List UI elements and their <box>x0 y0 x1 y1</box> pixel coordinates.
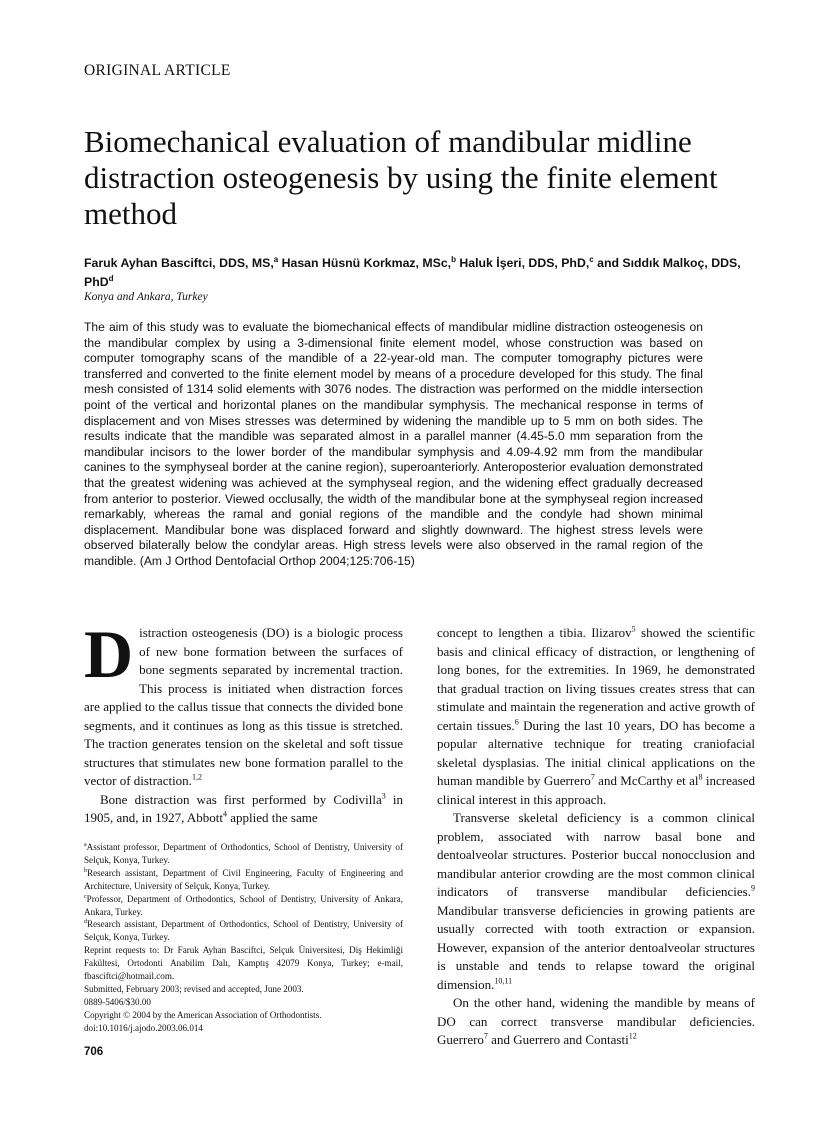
footnote <box>84 1009 403 1022</box>
citation-superscript: 5 <box>631 624 636 634</box>
section-label: ORIGINAL ARTICLE <box>84 62 231 79</box>
author-name: Faruk Ayhan Basciftci, DDS, MS, <box>84 256 274 270</box>
intro-paragraph-2 <box>84 791 403 828</box>
affiliation-marker: a <box>273 254 279 264</box>
footnote-marker: b <box>84 867 87 874</box>
body-column-left <box>84 616 403 828</box>
text-run: and McCarthy et al <box>594 773 699 788</box>
citation-superscript: 7 <box>590 772 595 782</box>
body-paragraph-1 <box>437 624 755 809</box>
citation-superscript: 12 <box>628 1031 637 1041</box>
affiliation-marker: b <box>451 254 456 264</box>
footnote-text: Research assistant, Department of Civil Engineering, Faculty of Engineering and Architecture, University of Selçuk, Konya, Turkey. <box>84 867 403 891</box>
footnote-marker: d <box>84 919 87 926</box>
footnote-text: Reprint requests to: Dr Faruk Ayhan Basciftci, Selçuk Üniversitesi, Diş Hekimliği Fakültesi, Ortodonti Anabilim Dalı, Kamptış 42079 Konya, Turkey; e-mail, fbasciftci@hotmail.com. <box>84 945 403 982</box>
footnote-text: Assistant professor, Department of Orthodontics, School of Dentistry, University of Selçuk, Konya, Turkey. <box>84 842 403 865</box>
drop-cap: D <box>84 616 134 692</box>
text-run: concept to lengthen a tibia. Ilizarov <box>437 625 632 640</box>
text-run: istraction osteogenesis (DO) is a biologic process of new bone formation between the surfaces of bone segments separated by incremental traction. This process is initiated when distraction forces are applied to the callus tissue that connects the divided bone segments, and it continues as long as this tissue is stretched. The traction generates tension on the skeletal and soft tissue structures that stimulates new bone formation parallel to the vector of distraction. <box>84 625 403 788</box>
footnote <box>84 944 403 983</box>
author-list <box>84 254 764 292</box>
citation-superscript: 9 <box>751 883 755 893</box>
text-run: increased clinical interest in this approach. <box>437 773 755 807</box>
citation-superscript: 3 <box>381 791 386 801</box>
author-name: and Sıddık Malkoç, DDS, PhD <box>84 256 741 289</box>
citation-superscript: 6 <box>514 717 519 727</box>
body-paragraph-3 <box>437 994 755 1050</box>
footnote-text: Submitted, February 2003; revised and accepted, June 2003. <box>84 983 304 994</box>
text-run: Bone distraction was first performed by Codivilla <box>100 791 382 807</box>
intro-paragraph-1 <box>84 616 403 791</box>
footnote <box>84 918 403 944</box>
page-number: 706 <box>84 1046 104 1058</box>
footnote <box>84 996 403 1009</box>
text-run: applied the same <box>227 810 318 825</box>
citation-superscript: 1,2 <box>191 772 202 782</box>
footnote <box>84 867 403 893</box>
text-run: During the last 10 years, DO has become a popular alternative technique for treating craniofacial skeletal dysplasias. The initial clinical applications on the human mandible by Guerrero <box>437 717 755 788</box>
citation-superscript: 7 <box>483 1031 488 1041</box>
text-run: in 1905, and, in 1927, Abbott <box>84 791 403 825</box>
text-run: Mandibular transverse deficiencies in growing patients are usually corrected with tooth extraction or expansion. However, expansion of the anterior dentoalveolar structures is unstable and tends to relapse toward the original dimension. <box>437 902 755 992</box>
citation-superscript: 10,11 <box>494 976 513 986</box>
text-run: Transverse skeletal deficiency is a common clinical problem, associated with narrow basal bone and dentoalveolar structures. Posterior buccal nonocclusion and mandibular anterior crowding are the most common clinical indicators of transverse mandibular deficiencies. <box>437 810 755 899</box>
footnote-text: Professor, Department of Orthodontics, School of Dentistry, University of Ankara, Ankara, Turkey. <box>84 893 403 917</box>
footnote <box>84 893 403 919</box>
footnote <box>84 1022 403 1035</box>
footnote-marker: a <box>84 841 87 848</box>
article-title: Biomechanical evaluation of mandibular midline distraction osteogenesis by using the finite element method <box>84 124 718 231</box>
affiliation-marker: d <box>108 273 114 283</box>
body-column-right <box>437 624 755 1050</box>
affiliation-marker: c <box>589 254 594 264</box>
author-name: Haluk İşeri, DDS, PhD, <box>455 256 590 270</box>
footnote-marker: c <box>84 893 87 900</box>
footnote-text: Research assistant, Department of Orthodontics, School of Dentistry, University of Selçuk, Konya, Turkey. <box>84 919 403 943</box>
citation-superscript: 4 <box>223 809 228 819</box>
text-run: On the other hand, widening the mandible by means of DO can correct transverse mandibular deficiencies. Guerrero <box>437 995 755 1047</box>
author-name: Hasan Hüsnü Korkmaz, MSc, <box>278 256 452 270</box>
footnotes <box>84 841 403 1035</box>
body-paragraph-2 <box>437 809 755 994</box>
footnote-text: doi:10.1016/j.ajodo.2003.06.014 <box>84 1022 203 1033</box>
footnote-text: 0889-5406/$30.00 <box>84 996 151 1007</box>
text-run: and Guerrero and Contasti <box>487 1032 629 1047</box>
footnote <box>84 841 403 867</box>
footnote <box>84 983 403 996</box>
text-run: showed the scientific basis and clinical efficacy of distraction, or lengthening of long bones, for the extremities. In 1969, he demonstrated that gradual traction on living tissues creates stress that can stimulate and maintain the regeneration and active growth of certain tissues. <box>437 625 755 733</box>
footnote-text: Copyright © 2004 by the American Association of Orthodontists. <box>84 1009 322 1020</box>
abstract: The aim of this study was to evaluate the biomechanical effects of mandibular midline distraction osteogenesis on the mandibular complex by using a 3-dimensional finite element model, whose construction was based on computer tomography scans of the mandible of a 22-year-old man. The computer tomography pictures were transferred and converted to the finite element model by means of a procedure developed for this study. The final mesh consisted of 1314 solid elements with 3076 nodes. The distraction was performed on the middle intersection point of the vertical and horizontal planes on the mandibular symphysis. The mechanical response in terms of displacement and von Mises stresses was determined by widening the mandible up to 5 mm on both sides. The results indicate that the mandible was separated almost in a parallel manner (4.45-5.0 mm separation from the mandibular incisors to the lower border of the mandibular symphysis and 4.09-4.92 mm from the mandibular canines to the symphyseal border at the canine region), superoanteriorly. Anteroposterior evaluation demonstrated that the greatest widening was achieved at the symphyseal region, and the widening effect gradually decreased from anterior to posterior. Viewed occlusally, the width of the mandibular bone at the symphyseal region increased remarkably, whereas the ramal and gonial regions of the mandible and the condyle had shown minimal displacement. Mandibular bone was displaced forward and slightly downward. The highest stress levels were observed bilaterally below the condylar areas. High stress levels were also observed in the ramal region of the mandible. (Am J Orthod Dentofacial Orthop 2004;125:706-15) <box>84 320 703 568</box>
citation-superscript: 8 <box>698 772 703 782</box>
author-location: Konya and Ankara, Turkey <box>84 291 208 303</box>
